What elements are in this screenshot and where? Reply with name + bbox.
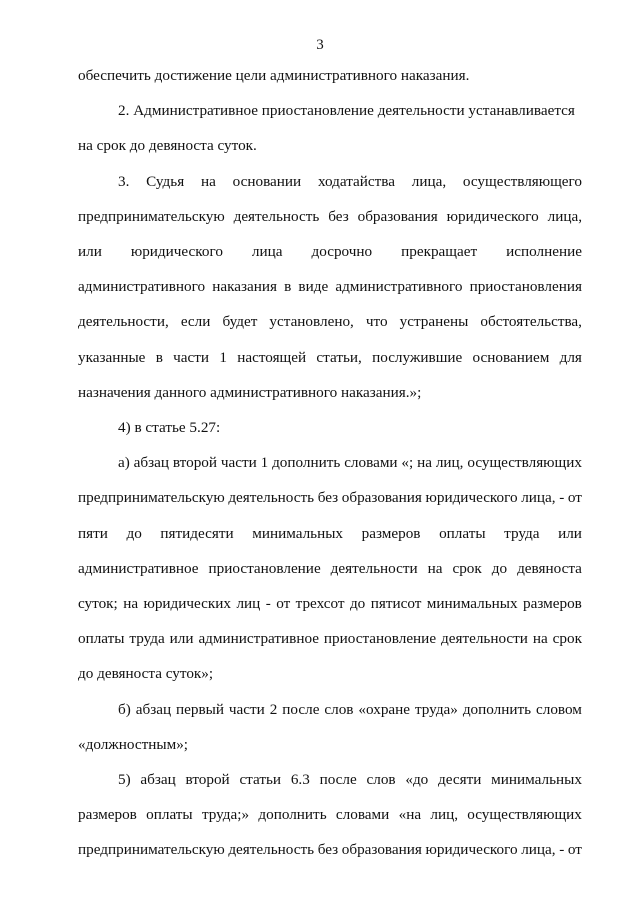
- text-line: [78, 832, 582, 867]
- paragraph-1: [78, 58, 582, 93]
- word: части: [220, 454, 257, 472]
- word: Судья: [146, 172, 185, 190]
- word: на: [532, 630, 548, 648]
- text-line: [78, 621, 582, 656]
- word: труда;»: [201, 806, 250, 824]
- word: деятельности,: [78, 313, 169, 331]
- word: административное: [198, 630, 319, 648]
- word: или: [78, 243, 102, 261]
- text-line: [78, 340, 582, 375]
- word: пяти: [78, 524, 108, 542]
- word: 3.: [118, 172, 130, 190]
- word: приостановления: [469, 278, 582, 296]
- word: а): [118, 454, 130, 472]
- text-line: 2. Административное приостановление деятельности устанавливается: [118, 102, 575, 120]
- page-number: 3: [316, 37, 324, 53]
- word: «;: [401, 454, 414, 472]
- word: исполнение: [506, 243, 582, 261]
- word: абзац: [133, 454, 170, 472]
- word: пятисот: [370, 595, 422, 613]
- word: лиц: [236, 595, 261, 613]
- document-body: [78, 58, 582, 868]
- word: до: [491, 559, 508, 577]
- text-line: [78, 797, 582, 832]
- word: «до: [405, 771, 429, 789]
- word: деятельность: [228, 489, 315, 507]
- text-line: [78, 269, 582, 304]
- word: административное: [78, 559, 199, 577]
- word: 5): [118, 771, 131, 789]
- word: 1: [260, 454, 269, 472]
- word: или: [558, 524, 582, 542]
- word: до: [349, 595, 366, 613]
- word: словами: [344, 454, 398, 472]
- word: оплаты: [78, 630, 125, 648]
- word: осуществляющего: [462, 172, 582, 190]
- word: лиц,: [430, 806, 458, 824]
- word: на: [123, 595, 139, 613]
- word: установлено,: [269, 313, 354, 331]
- word: размеров: [78, 806, 137, 824]
- word: в: [284, 278, 292, 296]
- word: юридического: [446, 207, 539, 225]
- word: деятельность: [233, 207, 320, 225]
- word: десяти: [438, 771, 482, 789]
- word: абзац: [135, 700, 172, 718]
- word: 1: [219, 348, 227, 366]
- word: обстоятельства,: [480, 313, 582, 331]
- word: для: [559, 348, 582, 366]
- text-line: [78, 762, 582, 797]
- word: труда»: [414, 700, 458, 718]
- word: б): [118, 700, 131, 718]
- word: трехсот: [295, 595, 345, 613]
- word: 6.3: [290, 771, 310, 789]
- word: послужившие: [372, 348, 463, 366]
- word: без: [328, 207, 349, 225]
- word: труда: [129, 630, 165, 648]
- word: статьи,: [316, 348, 362, 366]
- word: труда: [504, 524, 540, 542]
- text-line: [78, 692, 582, 727]
- word: деятельность: [228, 841, 315, 859]
- word: второй: [185, 771, 230, 789]
- text-line: [78, 516, 582, 551]
- word: предпринимательскую: [78, 207, 225, 225]
- word: виде: [298, 278, 329, 296]
- text-line: [78, 199, 582, 234]
- word: административного: [335, 278, 463, 296]
- word: статьи: [239, 771, 282, 789]
- word: основанием: [472, 348, 550, 366]
- word: на: [200, 172, 216, 190]
- word: юридических: [143, 595, 232, 613]
- word: после: [319, 771, 357, 789]
- word: наказания: [212, 278, 277, 296]
- word: размеров: [361, 524, 421, 542]
- word: осуществляющих: [467, 806, 582, 824]
- word: от: [567, 841, 582, 859]
- word: суток;: [78, 595, 118, 613]
- paragraph-7: [78, 762, 582, 868]
- word: минимальных: [426, 595, 518, 613]
- word: что: [365, 313, 388, 331]
- word: части: [228, 700, 265, 718]
- word: -: [559, 489, 565, 507]
- paragraph-6: [78, 692, 582, 762]
- word: лица,: [411, 172, 447, 190]
- paragraph-2: [78, 93, 582, 163]
- word: предпринимательскую: [78, 841, 225, 859]
- word: или: [169, 630, 194, 648]
- text-line: назначения данного административного наказания.»;: [78, 383, 422, 401]
- word: девяноста: [517, 559, 582, 577]
- word: образования: [341, 489, 422, 507]
- word: без: [317, 489, 339, 507]
- word: оплаты: [146, 806, 193, 824]
- word: лица: [251, 243, 283, 261]
- word: абзац: [140, 771, 176, 789]
- word: приостановление: [323, 630, 437, 648]
- paragraph-5: [78, 445, 582, 691]
- word: без: [317, 841, 339, 859]
- word: юридического: [425, 841, 518, 859]
- word: после: [282, 700, 320, 718]
- word: словами: [335, 806, 390, 824]
- word: слов: [324, 700, 354, 718]
- word: административного: [78, 278, 206, 296]
- text-line: [78, 551, 582, 586]
- word: дополнить: [272, 454, 341, 472]
- word: юридического: [425, 489, 518, 507]
- word: срок: [452, 559, 482, 577]
- word: приостановление: [208, 559, 321, 577]
- word: минимальных: [491, 771, 582, 789]
- word: в: [155, 348, 163, 366]
- word: основании: [232, 172, 302, 190]
- text-line: «должностным»;: [78, 735, 189, 753]
- word: пятидесяти: [160, 524, 234, 542]
- word: прекращает: [401, 243, 478, 261]
- text-line: [78, 445, 582, 480]
- word: -: [265, 595, 271, 613]
- word: дополнить: [258, 806, 327, 824]
- word: -: [559, 841, 565, 859]
- word: лица,: [547, 207, 582, 225]
- text-line: 4) в статье 5.27:: [118, 419, 221, 437]
- word: деятельности: [440, 630, 528, 648]
- word: устранены: [399, 313, 469, 331]
- text-line: [78, 234, 582, 269]
- word: оплаты: [439, 524, 486, 542]
- word: лиц,: [435, 454, 464, 472]
- word: размеров: [523, 595, 582, 613]
- word: лица,: [521, 841, 556, 859]
- word: деятельности: [330, 559, 418, 577]
- word: лица,: [521, 489, 556, 507]
- word: предпринимательскую: [78, 489, 225, 507]
- word: «охране: [358, 700, 411, 718]
- text-line: на срок до девяноста суток.: [78, 137, 257, 155]
- word: минимальных: [252, 524, 344, 542]
- text-line: обеспечить достижение цели административного наказания.: [78, 67, 470, 84]
- text-line: до девяноста суток»;: [78, 665, 214, 683]
- word: на: [417, 454, 432, 472]
- word: дополнить: [462, 700, 532, 718]
- word: от: [567, 489, 582, 507]
- text-line: [78, 164, 582, 199]
- word: срок: [552, 630, 582, 648]
- word: ходатайства: [317, 172, 395, 190]
- paragraph-4: [78, 410, 582, 445]
- word: настоящей: [237, 348, 307, 366]
- word: образования: [357, 207, 438, 225]
- word: «на: [398, 806, 422, 824]
- paragraph-3: [78, 164, 582, 410]
- word: юридического: [130, 243, 223, 261]
- word: досрочно: [311, 243, 373, 261]
- word: части: [173, 348, 210, 366]
- word: до: [126, 524, 142, 542]
- text-line: [78, 586, 582, 621]
- word: слов: [366, 771, 396, 789]
- word: от: [276, 595, 291, 613]
- word: на: [427, 559, 443, 577]
- word: словом: [536, 700, 582, 718]
- word: указанные: [78, 348, 146, 366]
- word: если: [180, 313, 211, 331]
- text-line: [78, 480, 582, 515]
- word: второй: [172, 454, 218, 472]
- word: первый: [176, 700, 224, 718]
- word: осуществляющих: [467, 454, 582, 472]
- text-line: [78, 304, 582, 339]
- word: будет: [222, 313, 258, 331]
- word: 2: [269, 700, 278, 718]
- word: образования: [341, 841, 422, 859]
